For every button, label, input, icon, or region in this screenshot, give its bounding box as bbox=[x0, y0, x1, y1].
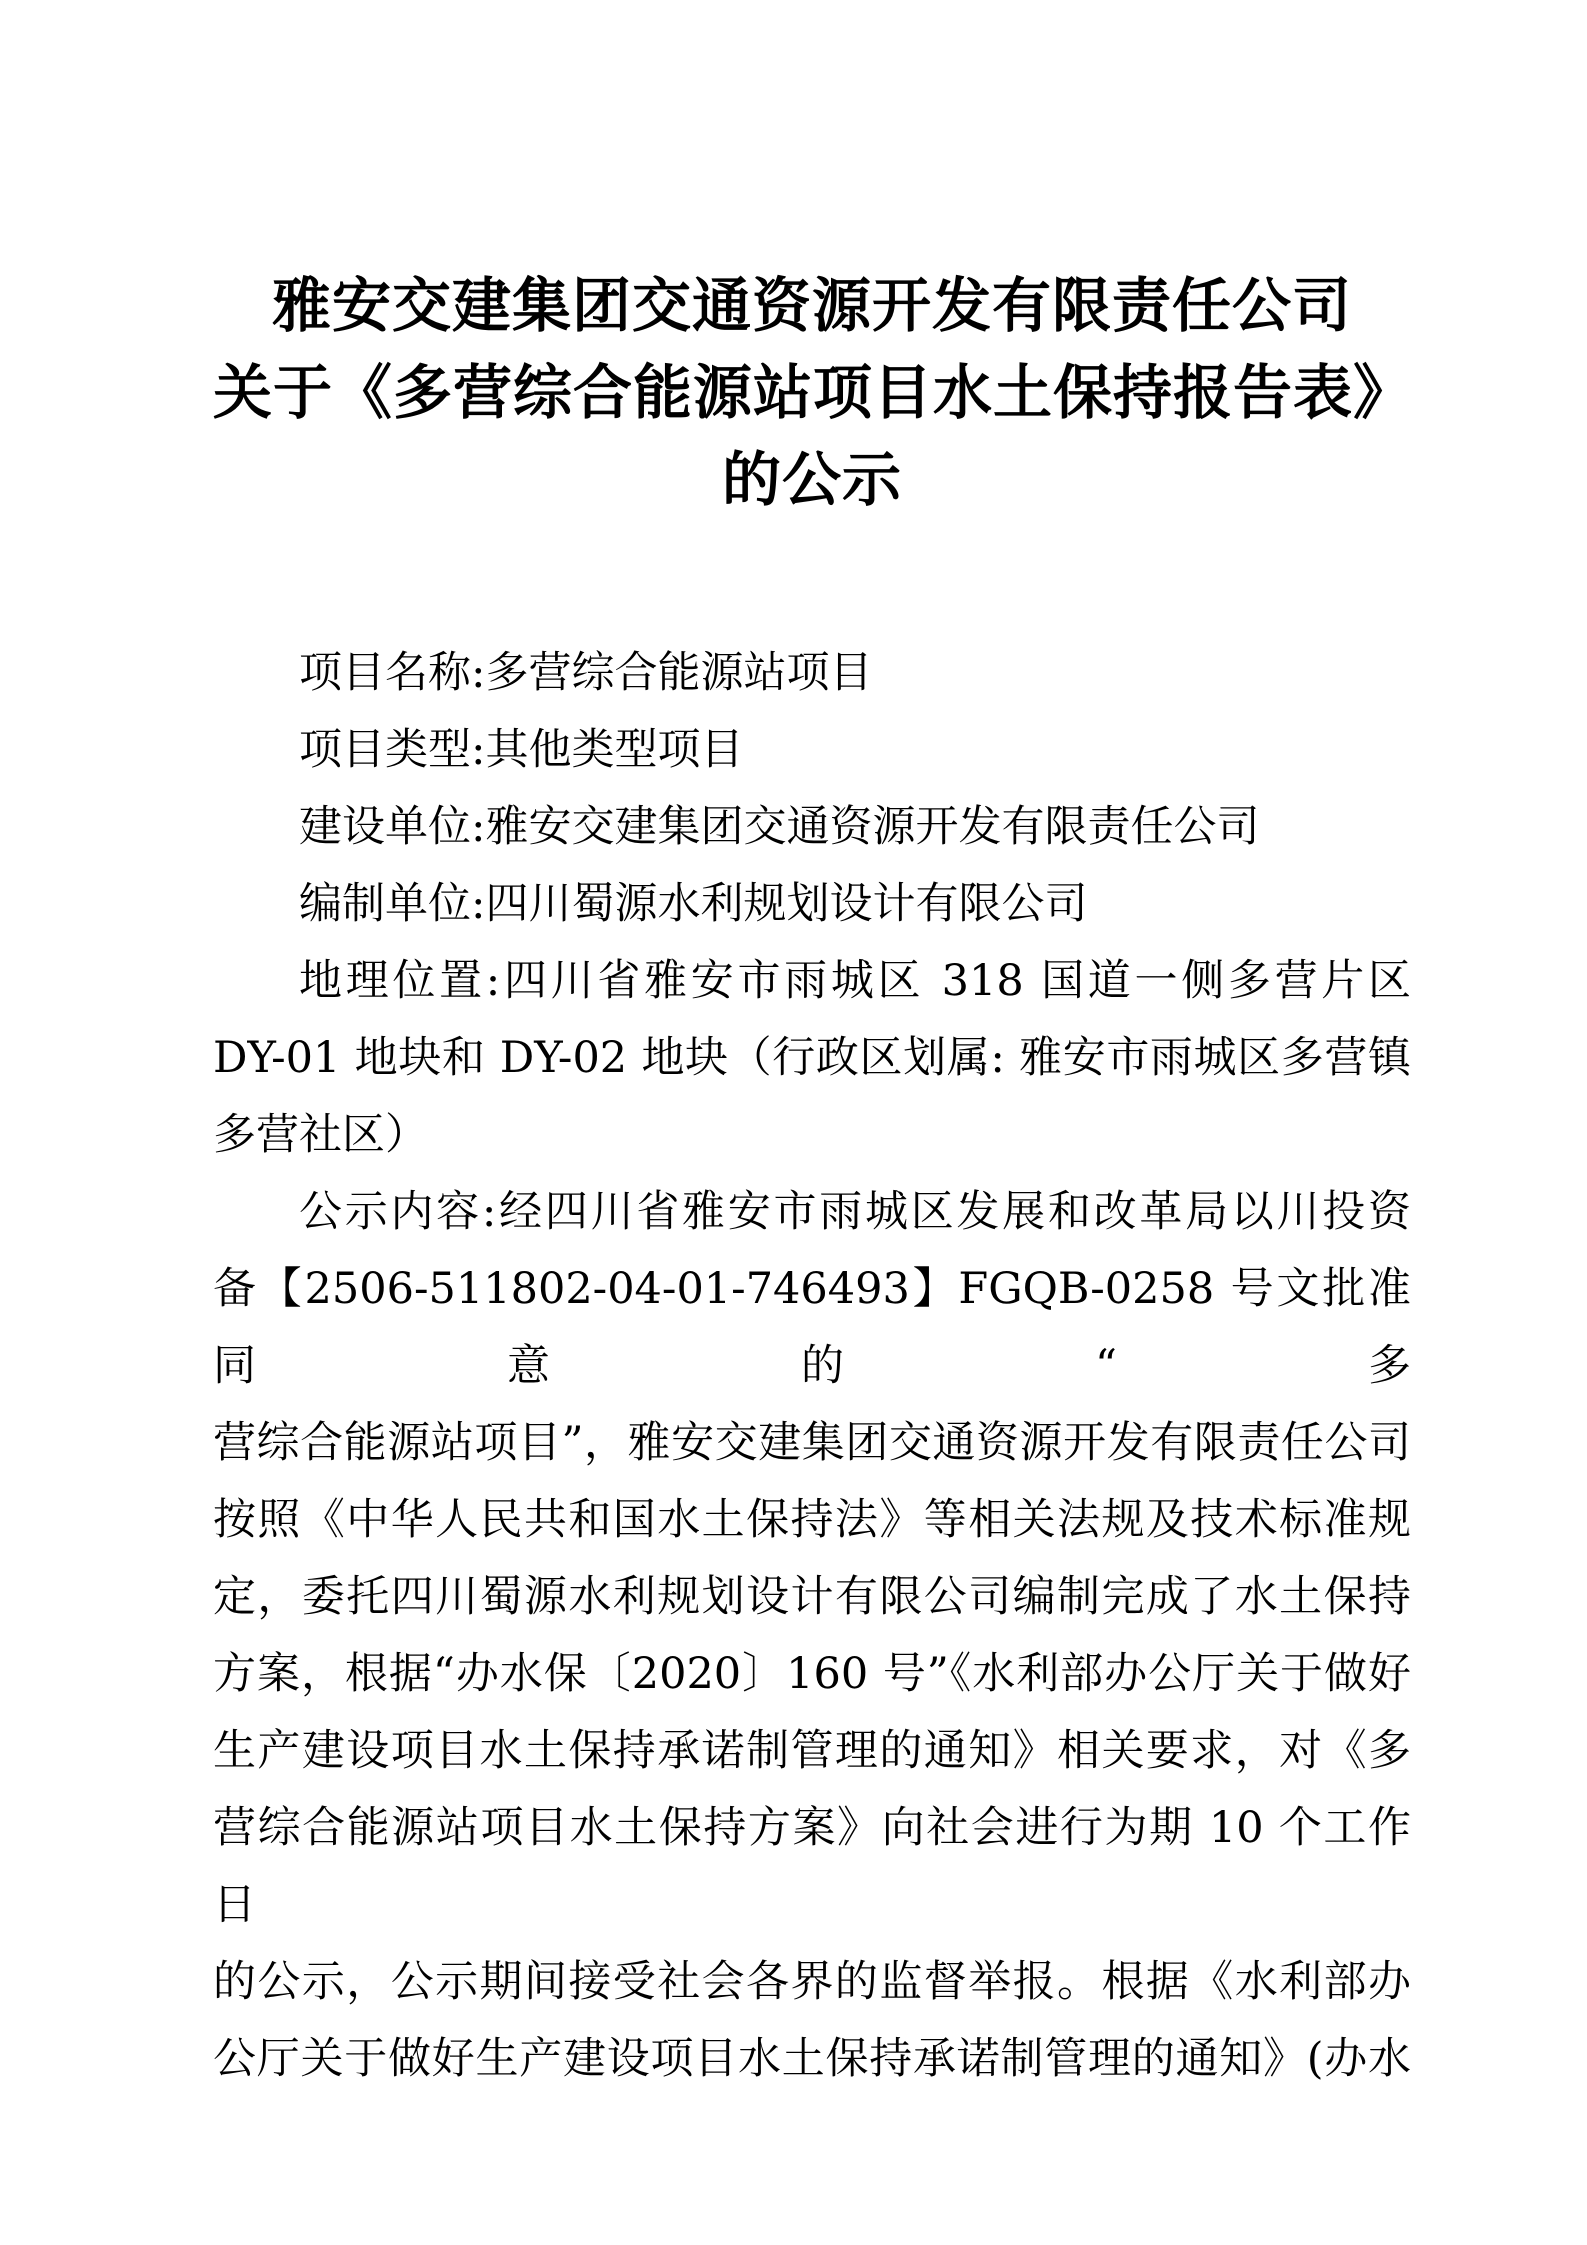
field-location-line-3: 多营社区） bbox=[213, 1110, 428, 1160]
content-line-9: 的公示，公示期间接受社会各界的监督举报。根据《水利部办 bbox=[213, 1957, 1411, 2007]
content-line-3: 营综合能源站项目”，雅安交建集团交通资源开发有限责任公司 bbox=[213, 1418, 1411, 1468]
title-line-report: 关于《多营综合能源站项目水土保持报告表》 bbox=[213, 358, 1414, 427]
field-project-name: 项目名称:多营综合能源站项目 bbox=[299, 648, 873, 698]
field-construction-unit: 建设单位:雅安交建集团交通资源开发有限责任公司 bbox=[299, 802, 1260, 852]
field-project-type: 项目类型:其他类型项目 bbox=[299, 725, 744, 775]
content-line-5: 定，委托四川蜀源水利规划设计有限公司编制完成了水土保持 bbox=[213, 1572, 1411, 1622]
content-line-6: 方案，根据“办水保〔2020〕160 号”《水利部办公厅关于做好 bbox=[213, 1649, 1411, 1699]
title-line-notice: 的公示 bbox=[721, 445, 902, 514]
content-line-7: 生产建设项目水土保持承诺制管理的通知》相关要求，对《多 bbox=[213, 1726, 1411, 1776]
title-line-company: 雅安交建集团交通资源开发有限责任公司 bbox=[271, 271, 1352, 340]
notice-body bbox=[213, 635, 1411, 2098]
content-line-1: 公示内容:经四川省雅安市雨城区发展和改革局以川投资 bbox=[299, 1187, 1411, 1237]
content-line-2: 备【2506-511802-04-01-746493】FGQB-0258 号文批准同意的“多 bbox=[213, 1264, 1411, 1391]
field-location-line-2: DY-01 地块和 DY-02 地块（行政区划属: 雅安市雨城区多营镇 bbox=[213, 1033, 1411, 1083]
field-location-line-1: 地理位置:四川省雅安市雨城区 318 国道一侧多营片区 bbox=[299, 956, 1411, 1006]
content-line-10: 公厅关于做好生产建设项目水土保持承诺制管理的通知》(办水 bbox=[213, 2034, 1411, 2084]
field-compilation-unit: 编制单位:四川蜀源水利规划设计有限公司 bbox=[299, 879, 1088, 929]
notice-title bbox=[213, 262, 1414, 523]
content-line-8: 营综合能源站项目水土保持方案》向社会进行为期 10 个工作日 bbox=[213, 1803, 1411, 1930]
content-line-4: 按照《中华人民共和国水土保持法》等相关法规及技术标准规 bbox=[213, 1495, 1411, 1545]
